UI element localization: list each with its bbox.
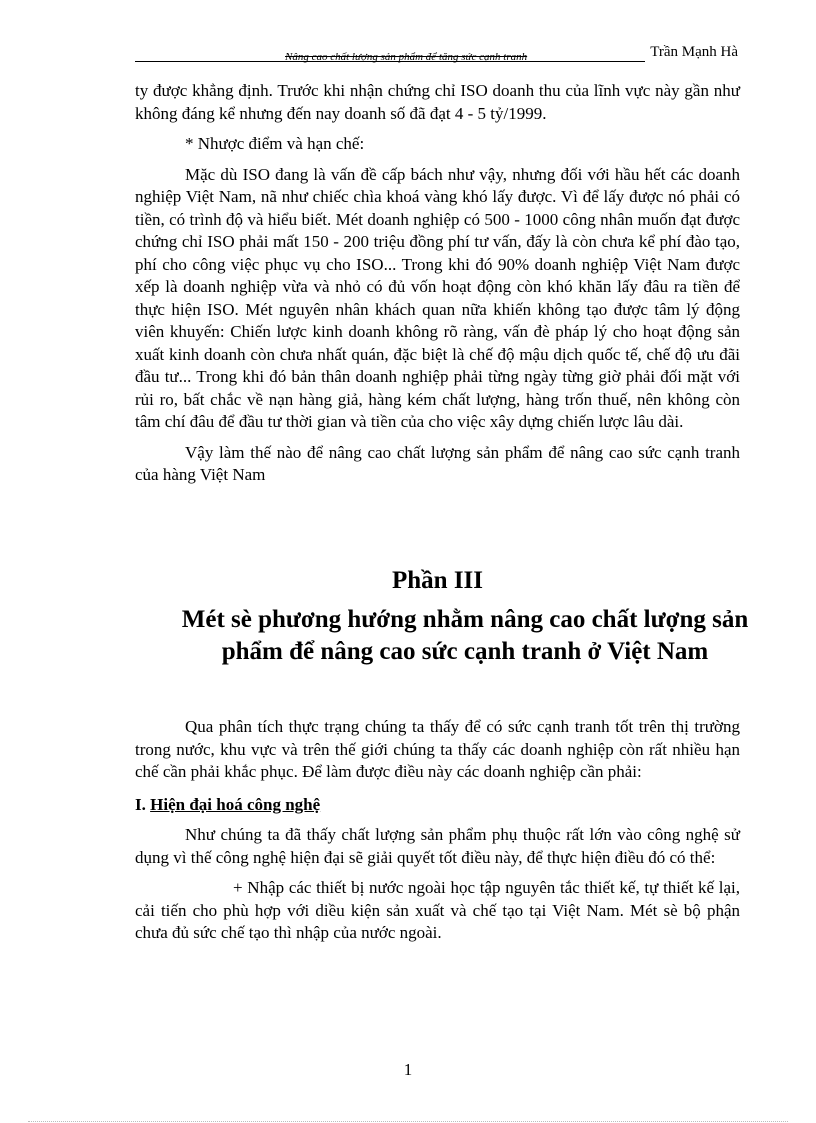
section-heading [135, 794, 740, 817]
paragraph-intro: Qua phân tích thực trạng chúng ta thấy để có sức cạnh tranh tốt trên thị trường trong nước, khu vực và trên thế giới chúng ta thấy các doanh nghiệp còn rất nhiều hạn chế cần phải khắc phục. Để làm được điều này các doanh nghiệp cần phải: [135, 717, 740, 781]
section-title: Hiện đại hoá công nghệ [150, 794, 321, 814]
header-rule [135, 61, 645, 62]
paragraph-section: Như chúng ta đã thấy chất lượng sản phẩm phụ thuộc rất lớn vào công nghệ sử dụng vì thế công nghệ hiện đại sẽ giải quyết tốt điều này, để thực hiện điều đó có thể: [135, 825, 740, 867]
paragraph-weakness-heading: * Nhược điểm và hạn chế: [185, 134, 365, 153]
part-title: Phần III [391, 567, 483, 594]
body-bottom [135, 716, 740, 945]
page-header [135, 44, 740, 68]
body-top [135, 80, 740, 487]
section-number: I. [135, 794, 146, 814]
paragraph-continuation: ty được khẳng định. Trước khi nhận chứng chỉ ISO doanh thu của lĩnh vực này gần như không đáng kể nhưng đến nay doanh số đã đạt 4 - 5 tỷ/1999. [135, 81, 740, 123]
footer-rule [28, 1121, 788, 1122]
page-number: 1 [403, 1060, 413, 1079]
paragraph-bullet: + Nhập các thiết bị nước ngoài học tập nguyên tắc thiết kế, tự thiết kế lại, cải tiến cho phù hợp với diều kiện sản xuất và chế tạo tại Việt Nam. Mét sè bộ phận chưa đủ sức chế tạo thì nhập của nước ngoài. [135, 878, 740, 942]
header-title: Nâng cao chất lượng sản phẩm để tăng sức cạnh tranh [285, 51, 528, 63]
paragraph-weakness: Mặc dù ISO đang là vấn đề cấp bách như vậy, nhưng đối với hầu hết các doanh nghiệp Việt Nam, nã như chiếc chìa khoá vàng khó lấy được. Vì để lấy được nó phải có tiền, có trình độ và hiểu biết. Mét doanh nghiệp có 500 - 1000 công nhân muốn đạt được chứng chỉ ISO phải mất 150 - 200 triệu đồng phí tư vấn, đấy là còn chưa kể phí đào tạo, phí cho công việc phục vụ cho ISO... Trong khi đó 90% doanh nghiệp Việt Nam được xếp là doanh nghiệp vừa và nhỏ có đủ vốn hoạt động còn khó khăn lấy đâu ra tiền để thực hiện ISO. Mét nguyên nhân khách quan nữa khiến không tạo được tâm lý động viên khuyến: Chiến lược kinh doanh không rõ ràng, vấn đè pháp lý cho hoạt động sản xuất kinh doanh còn chưa nhất quán, đặc biệt là chế độ mậu dịch quốc tế, chế độ ưu đãi đầu tư... Trong khi đó bản thân doanh nghiệp phải từng ngày từng giờ phải đối mặt với rủi ro, bất chắc về nạn hàng giả, hàng kém chất lượng, hàng trốn thuế, nên không còn tâm chí đâu để đầu tư thời gian và tiền của cho việc xây dựng chiến lược lâu dài. [135, 164, 740, 431]
part-subtitle: Mét sè phương hướng nhằm nâng cao chất lượng sản phẩm để nâng cao sức cạnh tranh ở Việt Nam [181, 606, 749, 665]
header-author: Trần Mạnh Hà [650, 44, 738, 60]
paragraph-question: Vậy làm thế nào để nâng cao chất lượng sản phẩm để nâng cao sức cạnh tranh của hàng Việt Nam [135, 442, 740, 484]
